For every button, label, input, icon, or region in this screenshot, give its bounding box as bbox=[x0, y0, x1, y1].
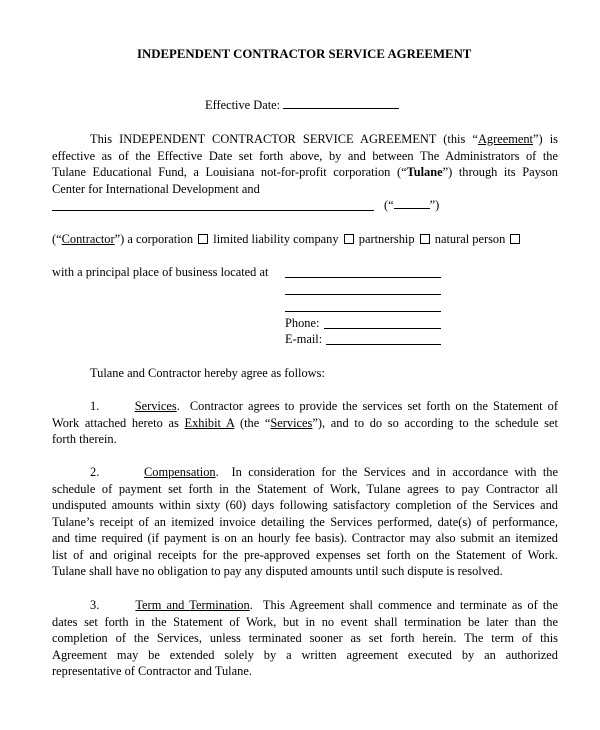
effective-date-label: Effective Date: bbox=[205, 98, 281, 112]
section-number: 3. bbox=[90, 598, 100, 612]
llc-label: limited liability company bbox=[213, 232, 339, 246]
address-line-3[interactable] bbox=[285, 311, 441, 312]
contractor-term: Contractor bbox=[61, 232, 115, 246]
partnership-checkbox[interactable] bbox=[420, 234, 430, 244]
short-name-blank[interactable] bbox=[394, 197, 430, 209]
contractor-short-name: (“ ”) bbox=[384, 198, 440, 212]
natural-person-label: natural person bbox=[434, 232, 506, 246]
agree-statement: Tulane and Contractor hereby agree as follows: bbox=[90, 366, 325, 380]
corporation-checkbox[interactable] bbox=[198, 234, 208, 244]
exhibit-a-ref: Exhibit A bbox=[184, 415, 235, 430]
intro-paragraph bbox=[52, 131, 558, 197]
entity-type-row: (“Contractor”) a corporation limited liability company partnership natural person bbox=[52, 231, 522, 248]
address-label: with a principal place of business located at bbox=[52, 265, 269, 279]
section-term-termination: 3. Term and Termination. This Agreement shall commence and terminate as of the dates set forth in the Statement of Work, but in no event shall termination be later than the completion of the Services, unless terminated sooner as set forth herein. The term of this Agreement may be extended solely by a written agreement executed by an authorized representative of Contractor and Tulane. bbox=[52, 598, 558, 678]
email-label: E-mail: bbox=[285, 332, 323, 346]
effective-date-blank[interactable] bbox=[283, 97, 399, 109]
document-title: INDEPENDENT CONTRACTOR SERVICE AGREEMENT bbox=[137, 47, 472, 61]
natural-person-checkbox[interactable] bbox=[510, 234, 520, 244]
phone-field[interactable] bbox=[324, 328, 441, 329]
llc-checkbox[interactable] bbox=[344, 234, 354, 244]
intro-line-1: This INDEPENDENT CONTRACTOR SERVICE AGREEMENT (this “Agreement”) is bbox=[90, 132, 558, 146]
address-line-1[interactable] bbox=[285, 277, 441, 278]
phone-label: Phone: bbox=[285, 316, 320, 330]
address-line-2[interactable] bbox=[285, 294, 441, 295]
section-number: 1. bbox=[90, 399, 100, 413]
section-number: 2. bbox=[90, 465, 100, 479]
section-services: 1. Services. Contractor agrees to provide the services set forth on the Statement of Work attached hereto as Exhibit A (the “Services”), and to do so according to the schedule set forth therein. bbox=[52, 399, 558, 446]
partnership-label: partnership bbox=[358, 232, 415, 246]
agreement-term: Agreement bbox=[477, 132, 533, 146]
contractor-name-blank[interactable] bbox=[52, 210, 374, 211]
section-heading: Compensation bbox=[144, 465, 216, 479]
section-heading: Term and Termination bbox=[135, 598, 250, 612]
section-compensation: 2. Compensation. In consideration for the Services and in accordance with the schedule of payment set forth in the Statement of Work, Tulane agrees to pay Contractor all undisputed amounts within sixty (60) days following satisfactory completion of the Services and Tulane’s receipt of an itemized invoice detailing the Services performed, date(s) of performance, and time required (if payment is on an hourly fee basis). Contractor may also submit an itemized list of and original receipts for the pre-approved expenses set forth on the Statement of Work. Tulane shall have no obligation to pay any disputed amounts until such dispute is resolved. bbox=[52, 465, 559, 578]
intro-line-3: Tulane Educational Fund, a Louisiana not-for-profit corporation (“Tulane”) through its Payson bbox=[52, 165, 558, 179]
intro-line-2: effective as of the Effective Date set forth above, by and between The Administrators of the bbox=[52, 148, 558, 163]
effective-date-row bbox=[205, 97, 399, 114]
intro-line-4: Center for International Development and bbox=[52, 181, 260, 196]
section-heading: Services bbox=[134, 399, 177, 413]
tulane-term: Tulane bbox=[406, 165, 443, 179]
email-field[interactable] bbox=[326, 344, 441, 345]
